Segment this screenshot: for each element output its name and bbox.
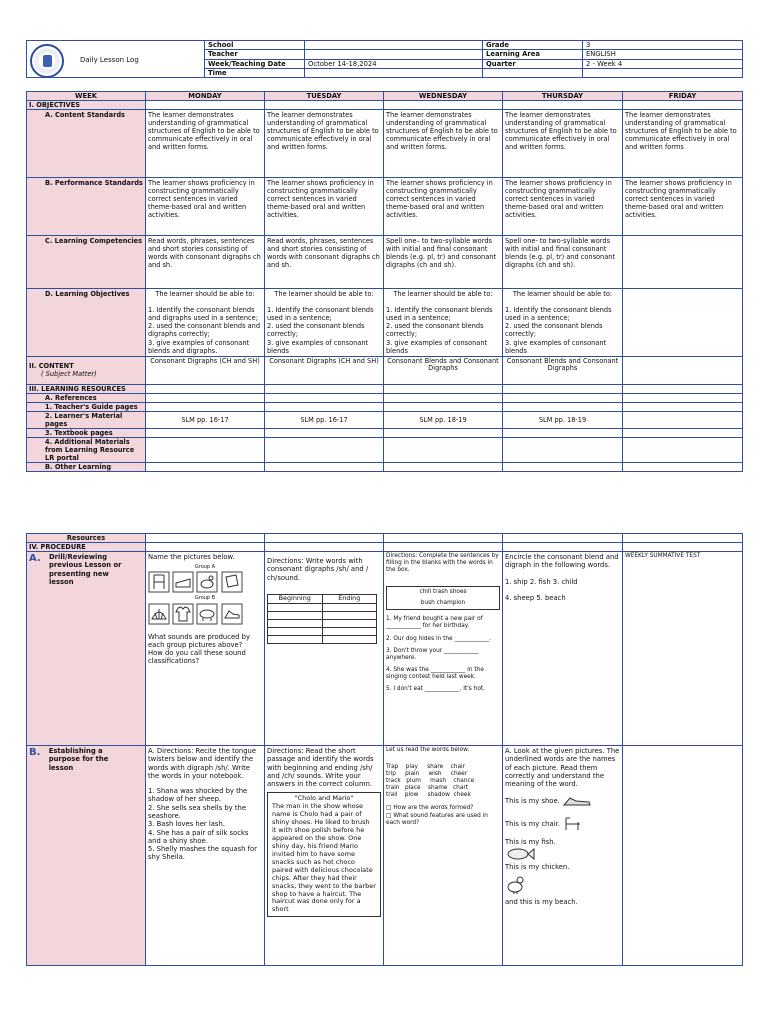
objectives-label: D. Learning Objectives (27, 289, 146, 356)
purpose-monday: A. Directions: Recite the tongue twisters below and identify the words with digraph /sh/. Write the words in your notebook. 1. Shana was shocked by the shadow of her sheep. 2. She sells sea shells by the seashore. 3. Bash loves her lash. 4. She has a pair of silk socks and a shiny shoe. 5. Shelly mashes the squash for shy Sheila. (146, 746, 265, 966)
content-standards-tuesday: The learner demonstrates understanding of grammatical structures of English to be able to communicate effectively in oral and written forms. (265, 110, 384, 178)
purpose-label-cell (27, 746, 146, 966)
purpose-label: Establishing a purpose for the lesson (48, 747, 109, 772)
week-label: Week/Teaching Date (205, 59, 305, 68)
drill-friday: WEEKLY SUMMATIVE TEST (623, 552, 743, 746)
tg-pages-label: 1. Teacher's Guide pages (27, 402, 146, 411)
objectives-tuesday: The learner should be able to: 1. Identify the consonant blends used in a sentence; 2. used the consonant blends correctly; 3. give examples of consonant blends (265, 289, 384, 356)
competencies-wednesday: Spell one– to two-syllable words with initial and final consonant blends (e.g. pl, tr) and consonant digraphs (ch and sh). (384, 236, 503, 289)
drill-thursday: Encircle the consonant blend and digraph in the following words. 1. ship 2. fish 3. child 4. sheep 5. beach (503, 552, 623, 746)
thu-item-chicken: This is my chicken. (505, 863, 570, 872)
content-friday (623, 356, 743, 384)
week-value: October 14-18,2024 (305, 59, 483, 68)
shoe-icon (562, 794, 592, 808)
competencies-label: C. Learning Competencies (27, 236, 146, 289)
references-label: A. References (27, 393, 146, 402)
performance-wednesday: The learner shows proficiency in constructing grammatically correct sentences in varied theme-based oral and written activities. (384, 178, 503, 236)
teacher-value (305, 50, 483, 59)
word-list: Trap play share chair trip plain wish cheer track plum mash chance train place shame chart trail plow shadow cheek (386, 764, 475, 799)
drill-label: Drill/Reviewing previous Lesson or presenting new lesson (49, 553, 122, 586)
school-value (305, 41, 483, 50)
thu-item-shoe: This is my shoe. (505, 794, 620, 808)
additional-materials-label: 4. Additional Materials from Learning Resource LR portal (27, 437, 146, 462)
quarter-label: Quarter (483, 59, 583, 68)
objectives-wednesday: The learner should be able to: 1. Identify the consonant blends used in a sentence; 2. used the consonant blends correctly; 3. give examples of consonant blends (384, 289, 503, 356)
performance-thursday: The learner shows proficiency in constructing grammatically correct sentences in varied theme-based oral and written activities. (503, 178, 623, 236)
textbook-label: 3. Textbook pages (27, 428, 146, 437)
performance-standards-label: B. Performance Standards (27, 178, 146, 236)
competencies-monday: Read words, phrases, sentences and short stories consisting of words with consonant digraphs ch and sh. (146, 236, 265, 289)
objectives-thursday: The learner should be able to: 1. Identify the consonant blends used in a sentence; 2. used the consonant blends correctly; 3. give examples of consonant blends (503, 289, 623, 356)
performance-tuesday: The learner shows proficiency in constructing grammatically correct sentences in varied theme-based oral and written activities. (265, 178, 384, 236)
shoe-icon (221, 603, 243, 625)
col-friday: FRIDAY (623, 92, 743, 101)
competencies-thursday: Spell one- to two-syllable words with initial and final consonant blends (e.g. pl, tr) and consonant digraphs (ch and sh). (503, 236, 623, 289)
lm-pages-label: 2. Learner's Material pages (27, 411, 146, 428)
school-label: School (205, 41, 305, 50)
purpose-wednesday: Let us read the words below. Trap play share chair trip plain wish cheer track plum mash chance train place shame chart trail plow shadow cheek □ How are the words formed? □ What sound features are used in each word? (384, 746, 503, 966)
lm-friday (623, 411, 743, 428)
content-tuesday: Consonant Digraphs (CH and SH) (265, 356, 384, 384)
content-standards-label: A. Content Standards (27, 110, 146, 178)
purpose-thursday: A. Look at the given pictures. The underlined words are the names of each picture. Read them correctly and understand the meaning of the word. This is my shoe. This is my chair. This is my fish. This is my chicken. and this is my beach. (503, 746, 623, 966)
fish-icon (505, 847, 535, 861)
chair-icon (148, 571, 170, 593)
cheese-icon (172, 571, 194, 593)
chicken-icon (505, 875, 527, 895)
lesson-table-page1 (26, 91, 743, 472)
time-value (305, 68, 483, 77)
other-resources-label: B. Other Learning (27, 462, 146, 471)
grade-value: 3 (583, 41, 743, 50)
competencies-friday (623, 236, 743, 289)
grade-label: Grade (483, 41, 583, 50)
drill-tuesday: Directions: Write words with consonant digraphs /sh/ and / ch/sound. Beginning Ending (265, 552, 384, 746)
drill-label-cell (27, 552, 146, 746)
story-box: "Cholo and Mario" The man in the show whose name is Cholo had a pair of shiny shoes. He liked to brush it with shoe polish before he appeared on the show. One shiny day, his friend Mario invited him to have some snacks such as hot choco paired with delicious chocolate chips. After they had their snacks, they went to the barber shop to have a haircut. The haircut was done only for a short (267, 792, 381, 917)
objectives-monday: The learner should be able to: 1. Identify the consonant blends and digraphs used in a sentence; 2. used the consonant blends and digraphs correctly; 3. give examples of consonant blends and digraphs. (146, 289, 265, 356)
resources-section: III. LEARNING RESOURCES (27, 384, 146, 393)
area-value: ENGLISH (583, 50, 743, 59)
chair-icon (562, 816, 584, 832)
page-gap (0, 470, 768, 528)
drill-wednesday: Directions: Complete the sentences by filling in the blanks with the words in the box. chill trash shoes bush champion 1. My friend bought a new pair of ____________ for her birthday. 2. Our dog hides in the ____________. 3. Don't throw your ____________ anywhere. 4. She was the ____________ in the singing contest held last week. 5. I don't eat ____________. It's hot. (384, 552, 503, 746)
thu-item-chair: This is my chair. (505, 816, 620, 832)
quarter-value: 2 - Week 4 (583, 59, 743, 68)
content-standards-thursday: The learner demonstrates understanding of grammatical structures of English to be able to communicate effectively in oral and written forms. (503, 110, 623, 178)
objectives-friday (623, 289, 743, 356)
content-standards-wednesday: The learner demonstrates understanding of grammatical structures of English to be able to communicate effectively in oral and written forms. (384, 110, 503, 178)
chocolate-icon (221, 571, 243, 593)
logo-cell (27, 41, 205, 78)
col-thursday: THURSDAY (503, 92, 623, 101)
beginning-header: Beginning (268, 594, 323, 603)
content-monday: Consonant Digraphs (CH and SH) (146, 356, 265, 384)
col-week: WEEK (27, 92, 146, 101)
purpose-letter: B. (29, 747, 41, 759)
thu-item-beach: and this is my beach. (505, 897, 578, 906)
header-table (26, 40, 743, 78)
lesson-table-page2 (26, 533, 743, 966)
shirt-icon (172, 603, 194, 625)
lm-tuesday: SLM pp. 16-17 (265, 411, 384, 428)
lm-wednesday: SLM pp. 18-19 (384, 411, 503, 428)
content-standards-friday: The learner demonstrates understanding of grammatical structures of English to be able to communicate effectively in oral and written forms (623, 110, 743, 178)
col-monday: MONDAY (146, 92, 265, 101)
content-standards-monday: The learner demonstrates understanding of grammatical structures of English to be able to communicate effectively in oral and written forms. (146, 110, 265, 178)
doc-title: Daily Lesson Log (80, 56, 139, 64)
area-label: Learning Area (483, 50, 583, 59)
lm-monday: SLM pp. 16-17 (146, 411, 265, 428)
competencies-tuesday: Read words, phrases, sentences and short stories consisting of words with consonant digraphs ch and sh. (265, 236, 384, 289)
group-a-pictures: Group A (148, 564, 262, 593)
sheep-icon (196, 603, 218, 625)
word-box: chill trash shoes bush champion (386, 586, 500, 610)
col-tuesday: TUESDAY (265, 92, 384, 101)
content-label: II. CONTENT ( Subject Matter) (27, 356, 146, 384)
drill-letter: A. (29, 553, 41, 565)
col-wednesday: WEDNESDAY (384, 92, 503, 101)
procedure-section: IV. PROCEDURE (27, 543, 146, 552)
group-b-pictures: Group B (148, 595, 262, 624)
chicken-icon (196, 571, 218, 593)
teacher-label: Teacher (205, 50, 305, 59)
content-thursday: Consonant Blends and Consonant Digraphs (503, 356, 623, 384)
objectives-section: I. OBJECTIVES (27, 101, 146, 110)
purpose-friday (623, 746, 743, 966)
drill-monday: Name the pictures below. Group A Group B What sounds are produced by each group pictures above? How do you call these sound classifications? (146, 552, 265, 746)
shell-icon (148, 603, 170, 625)
content-wednesday: Consonant Blends and Consonant Digraphs (384, 356, 503, 384)
performance-monday: The learner shows proficiency in constructing grammatically correct sentences in varied theme-based oral and written activities. (146, 178, 265, 236)
ending-header: Ending (322, 594, 377, 603)
other-resources-cont: Resources (27, 534, 146, 543)
purpose-tuesday: Directions: Read the short passage and identify the words with beginning and ending /sh/ and /ch/ sounds. Write your answers in the correct column. "Cholo and Mario" The man in the show whose name is Cholo had a pair of shiny shoes. He liked to brush it with shoe polish before he appeared on the show. One shiny day, his friend Mario invited him to have some snacks such as hot choco paired with delicious chocolate chips. After they had their snacks, they went to the barber shop to have a haircut. The haircut was done only for a short (265, 746, 384, 966)
beginning-ending-table (267, 594, 377, 644)
performance-friday: The learner shows proficiency in constructing grammatically correct sentences in varied theme-based oral and written activities. (623, 178, 743, 236)
thu-item-fish: This is my fish. (505, 838, 556, 847)
time-label: Time (205, 68, 305, 77)
day-header-row (27, 92, 743, 101)
lm-thursday: SLM pp. 18-19 (503, 411, 623, 428)
